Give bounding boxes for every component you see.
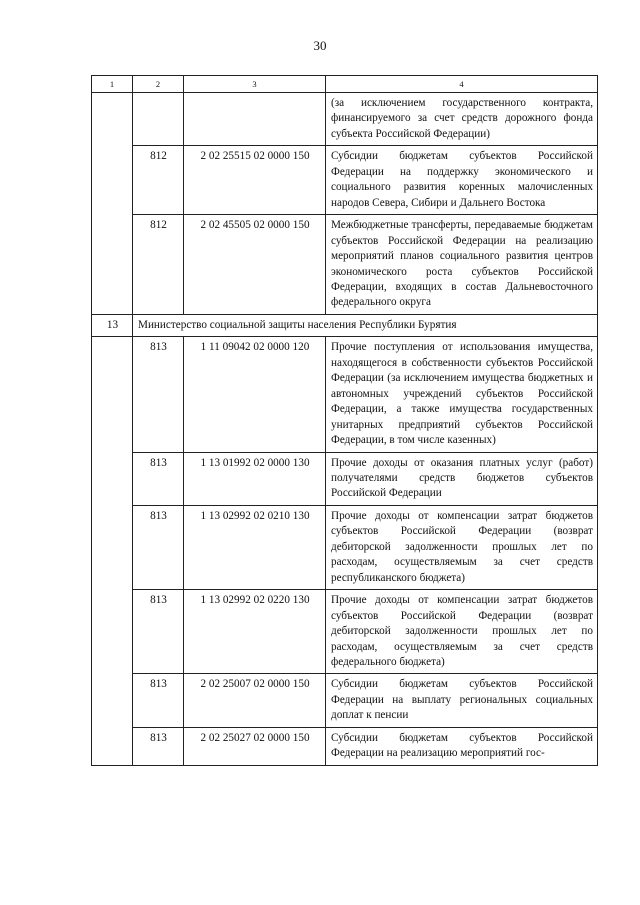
description-cell: Субсидии бюджетам субъектов Российской Федерации на поддержку экономического и социального развития коренных малочисленных народов Севера, Сибири и Дальнего Востока	[326, 146, 598, 215]
admin-code-cell: 812	[133, 215, 184, 315]
income-code-cell	[184, 93, 326, 146]
admin-code-cell: 813	[133, 337, 184, 452]
table-row	[92, 93, 598, 146]
admin-code-cell: 813	[133, 727, 184, 765]
table-row	[92, 674, 598, 727]
section-number: 13	[92, 314, 133, 336]
description-cell: Субсидии бюджетам субъектов Российской Федерации на реализацию мероприятий гос-	[326, 727, 598, 765]
section-heading-row	[92, 314, 598, 336]
table-row	[92, 590, 598, 674]
table-row	[92, 452, 598, 505]
admin-code-cell: 813	[133, 674, 184, 727]
description-cell: Прочие доходы от компенсации затрат бюджетов субъектов Российской Федерации (возврат дебиторской задолженности прошлых лет по расходам, осуществляемым за счет средств федерального бюджета)	[326, 590, 598, 674]
section-number-cell	[92, 93, 133, 315]
income-code-cell: 1 13 02992 02 0220 130	[184, 590, 326, 674]
page-number: 30	[313, 38, 327, 53]
column-numbers-row	[92, 76, 598, 93]
column-number: 2	[133, 76, 184, 93]
description-cell: (за исключением государственного контракта, финансируемого за счет средств дорожного фонда субъекта Российской Федерации)	[326, 93, 598, 146]
admin-code-cell	[133, 93, 184, 146]
income-code-cell: 2 02 25007 02 0000 150	[184, 674, 326, 727]
description-cell: Прочие доходы от компенсации затрат бюджетов субъектов Российской Федерации (возврат дебиторской задолженности прошлых лет по расходам, осуществляемым за счет средств республиканского бюджета)	[326, 505, 598, 589]
income-code-cell: 1 11 09042 02 0000 120	[184, 337, 326, 452]
column-number: 4	[326, 76, 598, 93]
description-cell: Прочие доходы от оказания платных услуг (работ) получателями средств бюджетов субъектов Российской Федерации	[326, 452, 598, 505]
table-row	[92, 215, 598, 315]
admin-code-cell: 813	[133, 505, 184, 589]
income-code-cell: 1 13 02992 02 0210 130	[184, 505, 326, 589]
income-code-cell: 2 02 25027 02 0000 150	[184, 727, 326, 765]
description-cell: Межбюджетные трансферты, передаваемые бюджетам субъектов Российской Федерации на реализацию мероприятий планов социального развития центров экономического роста субъектов Российской Федерации, входящих в состав Дальневосточного федерального округа	[326, 215, 598, 315]
admin-code-cell: 812	[133, 146, 184, 215]
income-codes-table	[91, 75, 598, 766]
section-title: Министерство социальной защиты населения Республики Бурятия	[133, 314, 598, 336]
description-cell: Прочие поступления от использования имущества, находящегося в собственности субъектов Российской Федерации (за исключением имущества бюджетных и автономных учреждений субъектов Российской Федерации, а также имущества государственных унитарных предприятий субъектов Российской Федерации, в том числе казенных)	[326, 337, 598, 452]
table-row	[92, 146, 598, 215]
admin-code-cell: 813	[133, 452, 184, 505]
income-code-cell: 2 02 25515 02 0000 150	[184, 146, 326, 215]
income-code-cell: 1 13 01992 02 0000 130	[184, 452, 326, 505]
column-number: 1	[92, 76, 133, 93]
table-row	[92, 337, 598, 452]
admin-code-cell: 813	[133, 590, 184, 674]
table-row	[92, 505, 598, 589]
table-row	[92, 727, 598, 765]
description-cell: Субсидии бюджетам субъектов Российской Федерации на выплату региональных социальных доплат к пенсии	[326, 674, 598, 727]
section-number-cell	[92, 337, 133, 765]
income-code-cell: 2 02 45505 02 0000 150	[184, 215, 326, 315]
column-number: 3	[184, 76, 326, 93]
